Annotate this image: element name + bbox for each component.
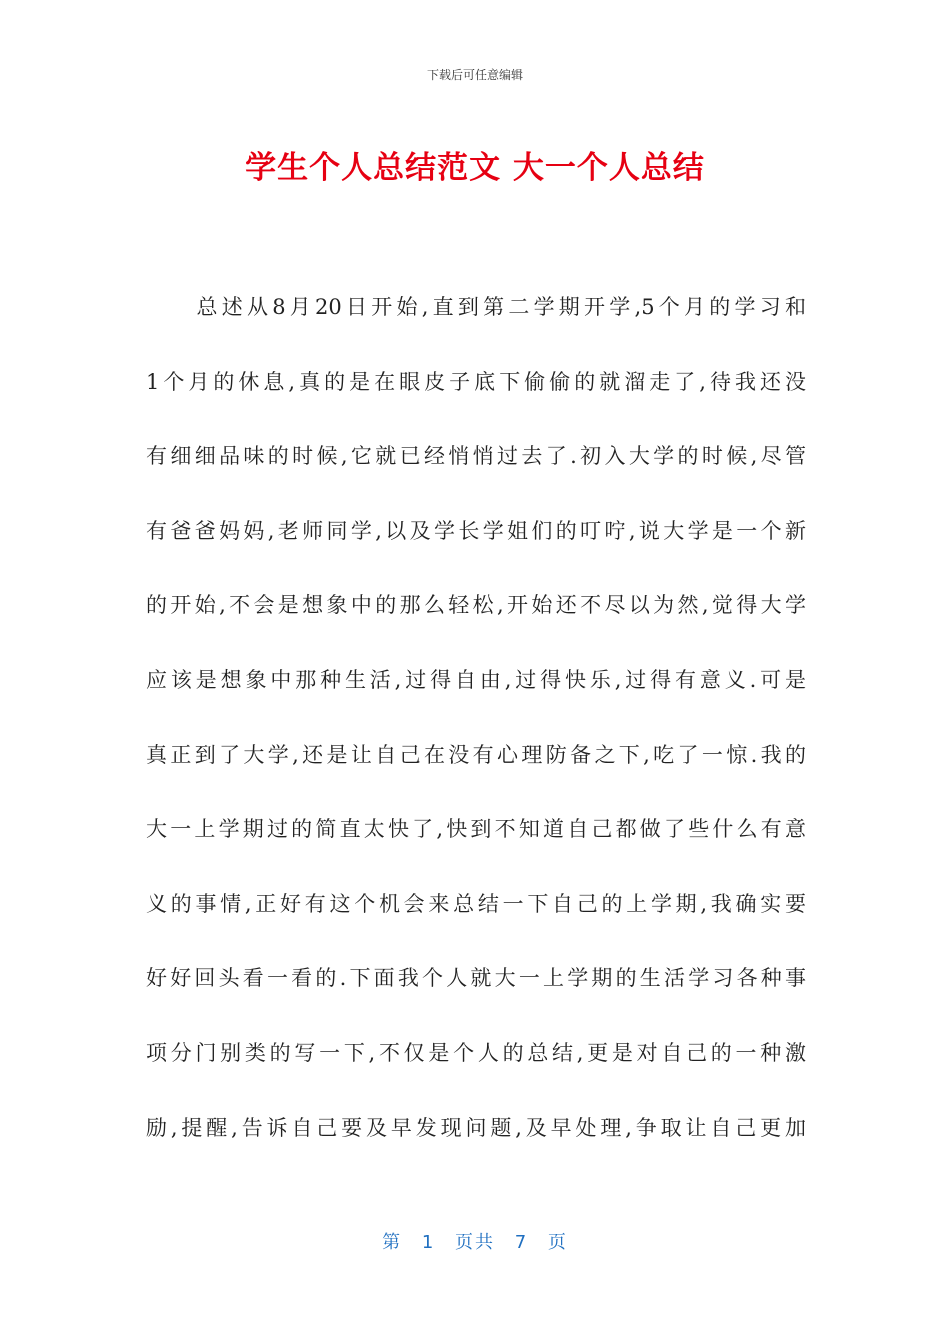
body-line: 总述从8月20日开始,直到第二学期开学,5个月的学习和 bbox=[146, 295, 806, 319]
footer-total-pages: 7 bbox=[514, 1232, 529, 1253]
body-line: 1个月的休息,真的是在眼皮子底下偷偷的就溜走了,待我还没 bbox=[146, 369, 806, 394]
body-line: 真正到了大学,还是让自己在没有心理防备之下,吃了一惊.我的 bbox=[146, 742, 806, 767]
page-footer bbox=[0, 1228, 950, 1254]
footer-prefix: 第 bbox=[382, 1232, 403, 1253]
body-line: 励,提醒,告诉自己要及早发现问题,及早处理,争取让自己更加 bbox=[146, 1115, 806, 1140]
footer-suffix: 页 bbox=[547, 1232, 568, 1253]
body-line: 大一上学期过的简直太快了,快到不知道自己都做了些什么有意 bbox=[146, 817, 806, 842]
body-line: 好好回头看一看的.下面我个人就大一上学期的生活学习各种事 bbox=[146, 966, 806, 991]
document-body bbox=[146, 270, 806, 1165]
document-title: 学生个人总结范文 大一个人总结 bbox=[245, 150, 705, 186]
body-line: 有细细品味的时候,它就已经悄悄过去了.初入大学的时候,尽管 bbox=[146, 444, 806, 469]
body-line: 应该是想象中那种生活,过得自由,过得快乐,过得有意义.可是 bbox=[146, 667, 806, 692]
body-line: 义的事情,正好有这个机会来总结一下自己的上学期,我确实要 bbox=[146, 891, 806, 916]
body-line: 的开始,不会是想象中的那么轻松,开始还不尽以为然,觉得大学 bbox=[146, 593, 806, 618]
page-header-note: 下载后可任意编辑 bbox=[426, 68, 523, 82]
footer-middle: 页共 bbox=[455, 1232, 495, 1253]
footer-current-page: 1 bbox=[421, 1232, 436, 1253]
body-line: 有爸爸妈妈,老师同学,以及学长学姐们的叮咛,说大学是一个新 bbox=[146, 518, 806, 543]
body-line: 项分门别类的写一下,不仅是个人的总结,更是对自己的一种激 bbox=[146, 1040, 806, 1065]
